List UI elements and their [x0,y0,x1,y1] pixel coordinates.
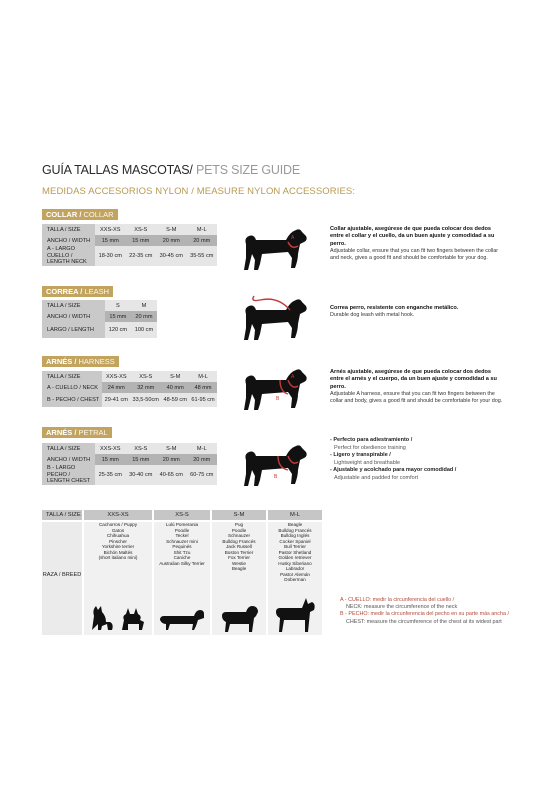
dog-harness-illustration-icon [240,364,310,412]
collar-desc-es: Collar ajustable, asegúrese de que pueda colocar dos dedos entre el collar y el cuello, da un buen ajuste y comodidad a su perro. [330,226,495,247]
table-row [42,454,217,465]
breed-col-size: XS-S [154,510,210,520]
table-cell: M-L [187,224,218,235]
table-header-row [42,371,217,382]
table-cell: 29-41 cm [102,393,130,407]
list-item [330,452,456,460]
table-cell: M [131,300,157,311]
pretal-section-header [42,427,112,438]
svg-text:B: B [274,474,278,480]
table-cell: A - LARGO CUELLO / LENGTH NECK [42,246,95,266]
legend-chest-en: CHEST: measure the circumference of the chest at its widest part [346,618,502,625]
table-cell: 100 cm [131,322,157,338]
table-row [42,382,217,393]
list-item: Bulldog Inglés [280,533,310,538]
table-cell: 15 mm [95,454,126,465]
list-item: Husky Siberiano [278,560,312,566]
pretal-head-en: PETRAL [76,428,108,437]
breed-col-size: S-M [212,510,266,520]
title-en: PETS SIZE GUIDE [192,163,300,177]
table-cell: TALLA / SIZE [42,443,95,454]
table-cell: 61-95 cm [189,393,217,407]
list-item: Yorkshire terrier [101,544,135,549]
table-cell: S-M [156,224,187,235]
title-es: GUÍA TALLAS MASCOTAS/ [42,163,193,177]
feature-es: - Ajustable y acolchado para mayor comodidad / [330,467,457,473]
breed-label: RAZA / BREED [42,572,82,578]
harness-size-table [42,371,217,407]
list-item: Bull Terrier [284,544,306,549]
list-item: Bulldog Francés [278,527,312,533]
list-item: Schnauzer mini [166,538,198,544]
table-cell: 120 cm [105,322,131,338]
feature-en: Perfect for obedience training [334,444,406,451]
table-row [42,465,217,485]
harness-desc-es: Arnés ajustable, asegúrese de que pueda colocar dos dedos entre el arnés y el cuerpo, da un buen ajuste y comodidad a su perro. [330,369,497,390]
list-item [330,467,456,475]
table-row [42,322,157,338]
leash-head-en: LEASH [82,287,110,296]
pretal-head-es: ARNÉS / [46,428,77,437]
table-row [42,393,217,407]
list-item: Cocker Spaniel [279,538,311,544]
list-item: Westie [232,560,246,566]
harness-head-en: HARNESS [76,357,115,366]
list-item: Chihuahua [106,533,130,538]
table-row [42,246,217,266]
table-cell: 20 mm [156,454,187,465]
table-cell: 24 mm [102,382,130,393]
collar-section-header [42,209,118,220]
leash-section-header [42,286,113,297]
list-item: Doberman [284,577,306,582]
table-cell: 15 mm [105,311,131,322]
list-item: Jack Russell [226,544,252,549]
list-item: Cachorros / Puppy [98,522,138,527]
dog-leash-illustration-icon [238,290,310,340]
table-cell: 48 mm [189,382,217,393]
collar-head-es: COLLAR / [46,210,82,219]
list-item: Bulldog Francés [222,538,256,544]
table-cell: 20 mm [187,454,218,465]
list-item: Teckel [175,533,189,538]
list-item: Pastor Alemán [280,571,310,577]
table-cell: S-M [156,443,187,454]
list-item: Beagle [287,522,303,527]
list-item: Gatos [111,527,125,533]
breed-col-size: M-L [268,510,322,520]
list-item: Caniche [173,555,191,560]
table-cell: 22-35 cm [126,246,157,266]
table-cell: S-M [161,371,189,382]
cat-and-chihuahua-icon [88,602,148,632]
leash-desc-es: Correa perro, resistente con enganche metálico. [330,305,459,311]
breed-label-cell [42,522,82,635]
breed-col-sm [212,522,266,635]
list-item: Shit Tzu [173,549,191,555]
measurement-legend [340,597,515,626]
list-item: Pastor Shetland [278,549,312,555]
list-item: Beagle [231,566,247,571]
list-item [330,437,456,445]
breed-col-xs [154,522,210,635]
table-cell: 33,5-50cm [130,393,161,407]
table-row [42,311,157,322]
pretal-size-table [42,443,217,485]
list-item: Pug [234,522,244,527]
page-subtitle [42,186,355,197]
list-item: Poodle [174,527,190,533]
table-cell: 18-30 cm [95,246,126,266]
table-cell: 15 mm [126,454,157,465]
table-cell: 30-40 cm [126,465,157,485]
table-cell: S [105,300,131,311]
table-cell: XS-S [126,224,157,235]
table-cell: M-L [189,371,217,382]
dachshund-icon [158,608,206,632]
breed-col-ml [268,522,322,635]
legend-chest-es: B - PECHO: medir la circunferencia del pecho en su parte más ancha / [340,611,509,618]
list-item: (short italiano mini) [98,555,138,560]
table-cell: 60-75 cm [187,465,218,485]
breed-col-xxs [84,522,152,635]
table-cell: A - CUELLO / NECK [42,382,102,393]
table-cell: TALLA / SIZE [42,300,105,311]
table-cell: XXS-XS [102,371,130,382]
table-cell: 20 mm [187,235,218,246]
list-item: Australian Silky Terrier [159,560,205,566]
table-cell: 15 mm [126,235,157,246]
list-item: Golden retriever [278,555,312,560]
breed-col-size: XXS-XS [84,510,152,520]
harness-section-header [42,356,119,367]
table-header-row [42,443,217,454]
svg-text:A: A [291,235,295,241]
table-cell: M-L [187,443,218,454]
table-cell: 20 mm [131,311,157,322]
svg-text:A: A [291,374,295,380]
page-title [42,163,300,177]
table-cell: XXS-XS [95,443,126,454]
table-cell: 25-35 cm [95,465,126,485]
collar-desc-en: Adjustable collar, ensure that you can fit two fingers between the collar and neck, gives a good fit and should be comfortable for your dog. [330,247,499,262]
doberman-icon [272,596,318,634]
list-item: Labrador [285,566,305,571]
table-cell: TALLA / SIZE [42,224,95,235]
legend-neck-es: A - CUELLO: medir la circunferencia del cuello / [340,597,455,603]
table-row [42,235,217,246]
breed-size-table [42,510,322,635]
leash-size-table [42,300,157,338]
table-cell: 40-65 cm [156,465,187,485]
harness-head-es: ARNÉS / [46,357,77,366]
table-cell: ANCHO / WIDTH [42,454,95,465]
leash-description [330,305,505,320]
list-item: Pinscher [109,538,127,544]
table-header-row [42,300,157,311]
table-cell: LARGO / LENGTH [42,322,105,338]
table-cell: 35-55 cm [187,246,218,266]
list-item: Pequinés [172,544,192,549]
list-item: Lulú Pomerania [165,522,199,527]
table-cell: 40 mm [161,382,189,393]
table-header-row [42,224,217,235]
table-cell: ANCHO / WIDTH [42,235,95,246]
table-cell: ANCHO / WIDTH [42,311,105,322]
dog-collar-illustration-icon [240,224,310,272]
table-cell: TALLA / SIZE [42,371,102,382]
collar-size-table [42,224,217,266]
table-cell: 32 mm [130,382,161,393]
svg-text:B: B [276,396,280,402]
legend-neck-en: NECK: measure the circumference of the neck [346,604,458,611]
table-cell: 20 mm [156,235,187,246]
list-item: Schnauzer [228,533,250,538]
feature-en: Lightweight and breathable [334,459,401,466]
pretal-features-list [330,437,456,482]
leash-desc-en: Durable dog leash with metal hook. [330,312,415,319]
leash-head-es: CORREA / [46,287,83,296]
collar-head-en: COLLAR [81,210,114,219]
table-cell: XS-S [126,443,157,454]
table-cell: 15 mm [95,235,126,246]
collar-description [330,226,505,262]
list-item: Boston Terrier [224,549,254,555]
dog-pretal-illustration-icon [238,438,310,488]
table-cell: B - PECHO / CHEST [42,393,102,407]
list-item: Bichón Maltés [103,549,133,555]
harness-description [330,369,505,405]
table-cell: XXS-XS [95,224,126,235]
table-cell: 30-45 cm [156,246,187,266]
feature-es: - Ligero y transpirable / [330,452,391,458]
subtitle-en: MEASURE NYLON ACCESSORIES: [194,186,356,197]
harness-desc-en: Adjustable A harness, ensure that you can fit two fingers between the collar and body, gives a good fit and should be comfortable for your dog. [330,390,503,405]
table-cell: 48-59 cm [161,393,189,407]
feature-es: - Perfecto para adiestramiento / [330,437,413,443]
subtitle-es: MEDIDAS ACCESORIOS NYLON / [42,186,194,197]
breed-size-label: TALLA / SIZE [42,510,82,520]
list-item: Poodle [231,527,247,533]
table-cell: B - LARGO PECHO / LENGTH CHEST [42,465,95,485]
list-item: Fox Terrier [228,555,250,560]
feature-en: Adjustable and padded for comfort [334,474,419,481]
table-cell: XS-S [130,371,161,382]
schnauzer-icon [218,602,260,634]
